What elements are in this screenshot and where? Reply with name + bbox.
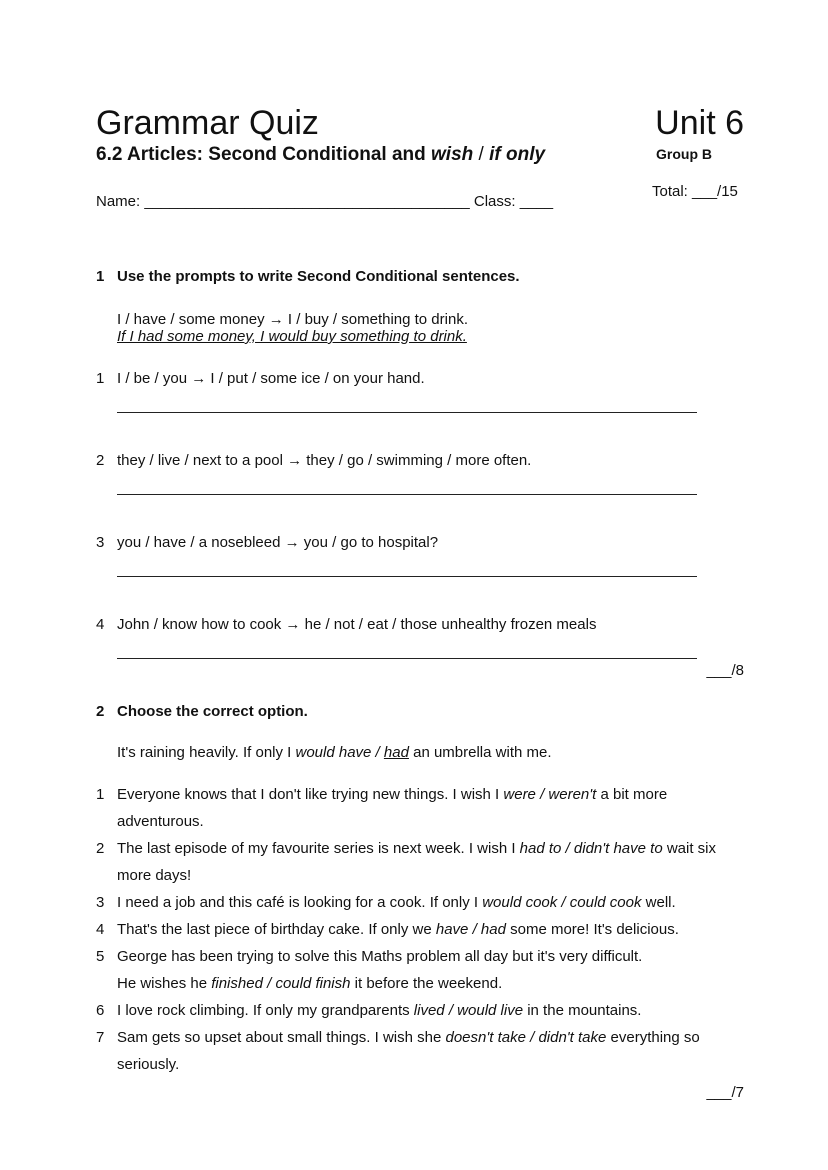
name-class-field[interactable]: Name: _______________________________________ Class: ____ — [96, 193, 554, 210]
subtitle-slash: / — [473, 144, 490, 165]
s2-item-4-pre: That's the last piece of birthday cake. If only we — [117, 921, 436, 938]
s2-item-3-pre: I need a job and this café is looking for a cook. If only I — [117, 894, 483, 911]
s1-item-2-number: 2 — [96, 452, 105, 469]
s2-item-3-option-2[interactable]: could cook — [569, 894, 642, 911]
s2-item-6-option-2[interactable]: would live — [457, 1002, 524, 1019]
subtitle-wish: wish — [431, 144, 474, 165]
s2-item-4-number: 4 — [96, 921, 105, 938]
s2-item-2-line2: more days! — [117, 867, 192, 884]
section1-example-answer — [117, 328, 467, 345]
s2-item-3-number: 3 — [96, 894, 105, 911]
s2-item-7-sep: / — [525, 1029, 539, 1046]
s1-item-1-prompt: I / be / you → I / put / some ice / on your hand. — [117, 370, 425, 387]
s1-item-1-answer-line[interactable] — [117, 412, 697, 413]
s2-item-4-text — [117, 921, 679, 938]
section2-instruction: Choose the correct option. — [117, 703, 308, 720]
s1-item-3-prompt: you / have / a nosebleed → you / go to hospital? — [117, 534, 439, 551]
s1-item-4-answer-line[interactable] — [117, 658, 697, 659]
s2-item-2-sep: / — [561, 840, 574, 857]
section2-example — [117, 744, 552, 761]
s2-item-4-option-1[interactable]: have — [435, 921, 469, 938]
s2-item-2-post: wait six — [662, 840, 717, 857]
s2-item-5-option-2[interactable]: could finish — [275, 975, 351, 992]
s2-item-5-number: 5 — [96, 948, 105, 965]
s2-item-6-post: in the mountains. — [523, 1002, 642, 1019]
s2-item-5-line2 — [117, 975, 502, 992]
s2-item-6-number: 6 — [96, 1002, 105, 1019]
group-label: Group B — [656, 146, 712, 162]
s2-item-1-text — [117, 786, 667, 803]
s2-item-2-option-2[interactable]: didn't have to — [573, 840, 663, 857]
s2-item-7-text — [117, 1029, 700, 1046]
page-title: Grammar Quiz — [96, 104, 319, 142]
s2-item-3-option-1[interactable]: would cook — [482, 894, 558, 911]
s2-item-5-option-1[interactable]: finished — [211, 975, 263, 992]
s2-item-1-number: 1 — [96, 786, 105, 803]
s2-item-3-sep: / — [557, 894, 570, 911]
s2-item-1-option-1[interactable]: were — [503, 786, 536, 803]
subtitle-if-only: if only — [489, 144, 546, 165]
s2-item-5-line2-pre: He wishes he — [117, 975, 212, 992]
section1-number: 1 — [96, 268, 105, 285]
ex-pre: It's raining heavily. If only I — [117, 744, 296, 761]
s2-item-4-sep: / — [468, 921, 481, 938]
s2-item-1-pre: Everyone knows that I don't like trying new things. I wish I — [117, 786, 504, 803]
section1-score: ___/8 — [706, 662, 744, 679]
ex-post: an umbrella with me. — [408, 744, 552, 761]
s2-item-7-option-2[interactable]: didn't take — [538, 1029, 607, 1046]
s1-item-3-number: 3 — [96, 534, 105, 551]
s2-item-7-post: everything so — [606, 1029, 700, 1046]
s2-item-6-option-1[interactable]: lived — [413, 1002, 445, 1019]
s2-item-1-post: a bit more — [596, 786, 668, 803]
s2-item-1-line2: adventurous. — [117, 813, 204, 830]
section1-example-prompt: I / have / some money → I / buy / something to drink. — [117, 311, 468, 328]
s2-item-1-option-2[interactable]: weren't — [548, 786, 597, 803]
ex-opt1: would have — [295, 744, 372, 761]
s1-item-4-prompt: John / know how to cook → he / not / eat / those unhealthy frozen meals — [117, 616, 597, 633]
s2-item-6-text — [117, 1002, 641, 1019]
s1-item-2-answer-line[interactable] — [117, 494, 697, 495]
section2-number: 2 — [96, 703, 105, 720]
s2-item-2-pre: The last episode of my favourite series is next week. I wish I — [117, 840, 520, 857]
s2-item-7-number: 7 — [96, 1029, 105, 1046]
s2-item-6-sep: / — [444, 1002, 458, 1019]
s2-item-4-post: some more! It's delicious. — [505, 921, 679, 938]
s1-item-2-prompt: they / live / next to a pool → they / go / swimming / more often. — [117, 452, 532, 469]
s2-item-2-text — [117, 840, 716, 857]
s2-item-3-text — [117, 894, 676, 911]
s2-item-3-post: well. — [641, 894, 676, 911]
unit-label: Unit 6 — [655, 104, 744, 142]
s2-item-7-option-1[interactable]: doesn't take — [445, 1029, 526, 1046]
s2-item-6-pre: I love rock climbing. If only my grandparents — [117, 1002, 414, 1019]
s1-item-1-number: 1 — [96, 370, 105, 387]
s2-item-2-option-1[interactable]: had to — [519, 840, 562, 857]
s2-item-5-pre: George has been trying to solve this Maths problem all day but it's very difficult. — [117, 948, 643, 965]
ex-opt2: had — [383, 744, 409, 761]
example-answer-text: If I had some money, I would buy something to drink. — [117, 328, 467, 345]
s2-item-2-number: 2 — [96, 840, 105, 857]
s2-item-5-post: it before the weekend. — [350, 975, 503, 992]
ex-sep: / — [371, 744, 384, 761]
section2-score: ___/7 — [706, 1084, 744, 1101]
s1-item-4-number: 4 — [96, 616, 105, 633]
s2-item-7-pre: Sam gets so upset about small things. I wish she — [117, 1029, 446, 1046]
quiz-subtitle — [96, 144, 545, 166]
s2-item-5-sep: / — [262, 975, 276, 992]
section1-instruction: Use the prompts to write Second Conditional sentences. — [117, 268, 520, 285]
s2-item-1-sep: / — [535, 786, 549, 803]
subtitle-main: 6.2 Articles: Second Conditional and — [96, 144, 432, 165]
s1-item-3-answer-line[interactable] — [117, 576, 697, 577]
s2-item-4-option-2[interactable]: had — [480, 921, 506, 938]
s2-item-7-line2: seriously. — [117, 1056, 180, 1073]
total-score: Total: ___/15 — [652, 183, 738, 200]
